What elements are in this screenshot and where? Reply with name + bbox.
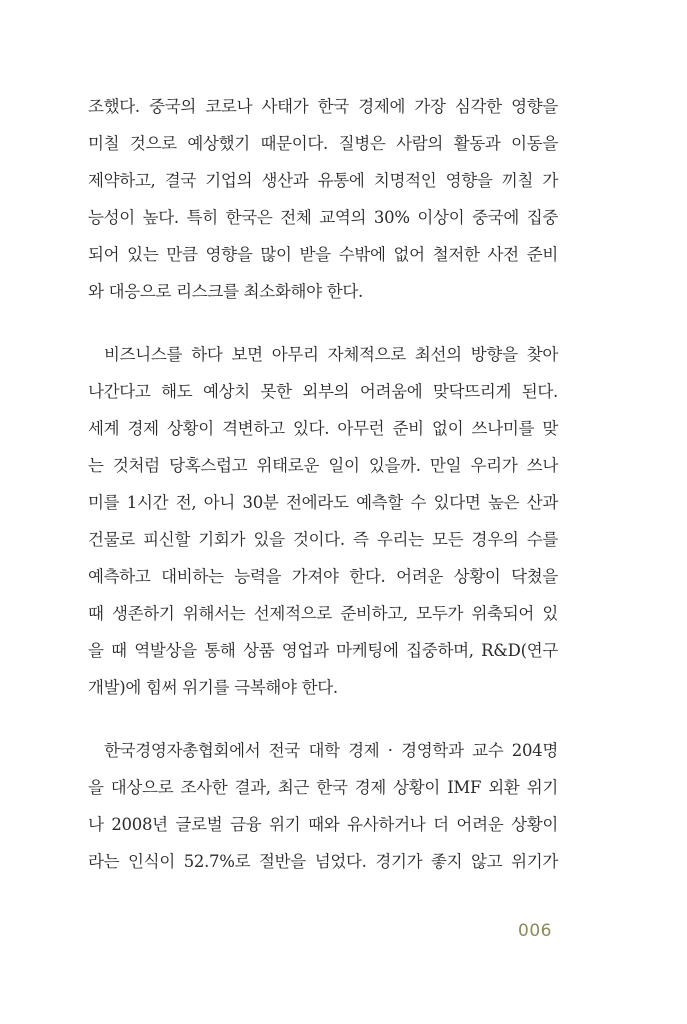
- text-line: 나간다고 해도 예상치 못한 외부의 어려움에 맞닥뜨리게 된다.: [88, 382, 558, 401]
- page-number: 006: [518, 921, 552, 941]
- text-line: 한국경영자총협회에서 전국 대학 경제 · 경영학과 교수 204명: [104, 741, 558, 760]
- text-line: 미칠 것으로 예상했기 때문이다. 질병은 사람의 활동과 이동을: [88, 134, 558, 153]
- text-line: 건물로 피신할 기회가 있을 것이다. 즉 우리는 모든 경우의 수를: [88, 530, 558, 549]
- text-line: 개발)에 힘써 위기를 극복해야 한다.: [88, 678, 338, 697]
- text-line: 되어 있는 만큼 영향을 많이 받을 수밖에 없어 철저한 사전 준비: [88, 245, 558, 264]
- paragraph-3: [88, 732, 558, 880]
- text-line: 미를 1시간 전, 아니 30분 전에라도 예측할 수 있다면 높은 산과: [88, 493, 558, 512]
- text-line: 을 때 역발상을 통해 상품 영업과 마케팅에 집중하며, R&D(연구: [88, 641, 558, 660]
- text-line: 세계 경제 상황이 격변하고 있다. 아무런 준비 없이 쓰나미를 맞: [88, 419, 558, 438]
- text-line: 을 대상으로 조사한 결과, 최근 한국 경제 상황이 IMF 외환 위기: [88, 778, 558, 797]
- text-line: 나 2008년 글로벌 금융 위기 때와 유사하거나 더 어려운 상황이: [88, 815, 558, 834]
- text-line: 라는 인식이 52.7%로 절반을 넘었다. 경기가 좋지 않고 위기가: [88, 852, 558, 871]
- text-line: 와 대응으로 리스크를 최소화해야 한다.: [88, 282, 363, 301]
- text-line: 때 생존하기 위해서는 선제적으로 준비하고, 모두가 위축되어 있: [88, 604, 558, 623]
- body-text: [88, 88, 558, 906]
- text-line: 능성이 높다. 특히 한국은 전체 교역의 30% 이상이 중국에 집중: [88, 208, 558, 227]
- text-line: 조했다. 중국의 코로나 사태가 한국 경제에 가장 심각한 영향을: [88, 97, 558, 116]
- text-line: 예측하고 대비하는 능력을 가져야 한다. 어려운 상황이 닥쳤을: [88, 567, 558, 586]
- paragraph-2: [88, 336, 558, 706]
- text-line: 제약하고, 결국 기업의 생산과 유통에 치명적인 영향을 끼칠 가: [88, 171, 558, 190]
- paragraph-1: [88, 88, 558, 310]
- text-line: 비즈니스를 하다 보면 아무리 자체적으로 최선의 방향을 찾아: [104, 345, 558, 364]
- text-line: 는 것처럼 당혹스럽고 위태로운 일이 있을까. 만일 우리가 쓰나: [88, 456, 558, 475]
